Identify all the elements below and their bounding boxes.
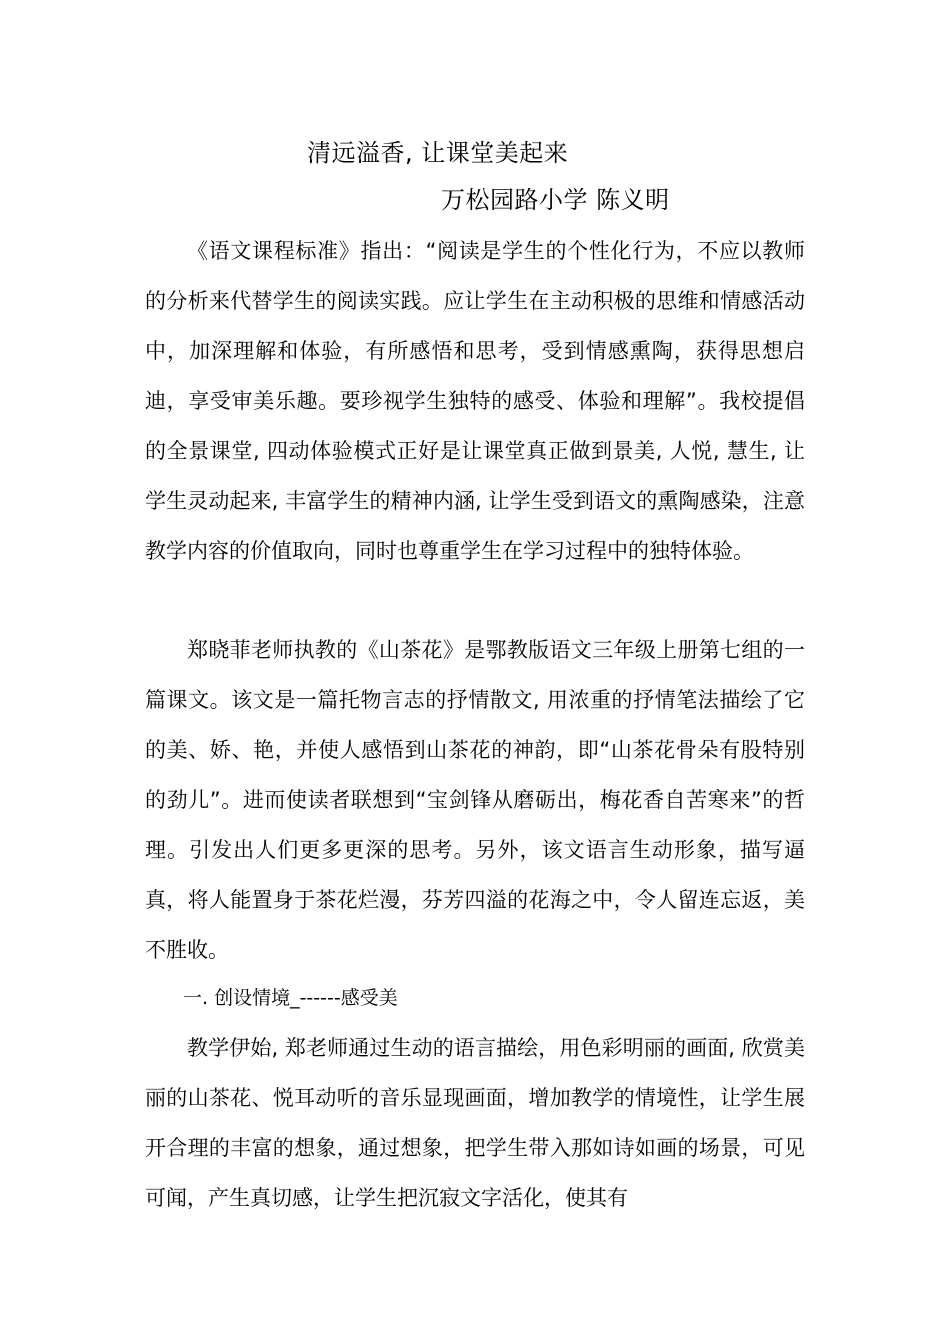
paragraph-3: 教学伊始, 郑老师通过生动的语言描绘，用色彩明丽的画面, 欣赏美丽的山茶花、悦耳动听的音乐显现画面，增加教学的情境性，让学生展开合理的丰富的想象，通过想象，把学生带入那如诗如画的场景，可见可闻，产生真切感，让学生把沉寂文字活化，使其有 <box>145 1036 805 1210</box>
paragraph-1: 《语文课程标准》指出：“阅读是学生的个性化行为，不应以教师的分析来代替学生的阅读实践。应让学生在主动积极的思维和情感活动中，加深理解和体验，有所感悟和思考，受到情感熏陶，获得思想启迪，享受审美乐趣。要珍视学生独特的感受、体验和理解”。我校提倡的全景课堂, 四动体验模式正好是让课堂真正做到景美, 人悦, 慧生, 让学生灵动起来, 丰富学生的精神内涵, 让学生受到语文的熏陶感染，注意教学内容的价值取向，同时也尊重学生在学习过程中的独特体验。 <box>145 239 805 563</box>
paragraph-2: 郑晓菲老师执教的《山茶花》是鄂教版语文三年级上册第七组的一篇课文。该文是一篇托物言志的抒情散文, 用浓重的抒情笔法描绘了它的美、娇、艳，并使人感悟到山茶花的神韵，即“山茶花骨朵有股特别的劲儿”。进而使读者联想到“宝剑锋从磨砺出，梅花香自苦寒来”的哲理。引发出人们更多更深的思考。另外，该文语言生动形象，描写逼真，将人能置身于茶花烂漫，芬芳四溢的花海之中，令人留连忘返，美不胜收。 <box>145 638 805 962</box>
document-author: 万松园路小学 陈义明 <box>441 186 670 214</box>
document-title: 清远溢香, 让课堂美起来 <box>307 139 569 167</box>
section-heading: 一. 创设情境_------感受美 <box>183 987 398 1009</box>
